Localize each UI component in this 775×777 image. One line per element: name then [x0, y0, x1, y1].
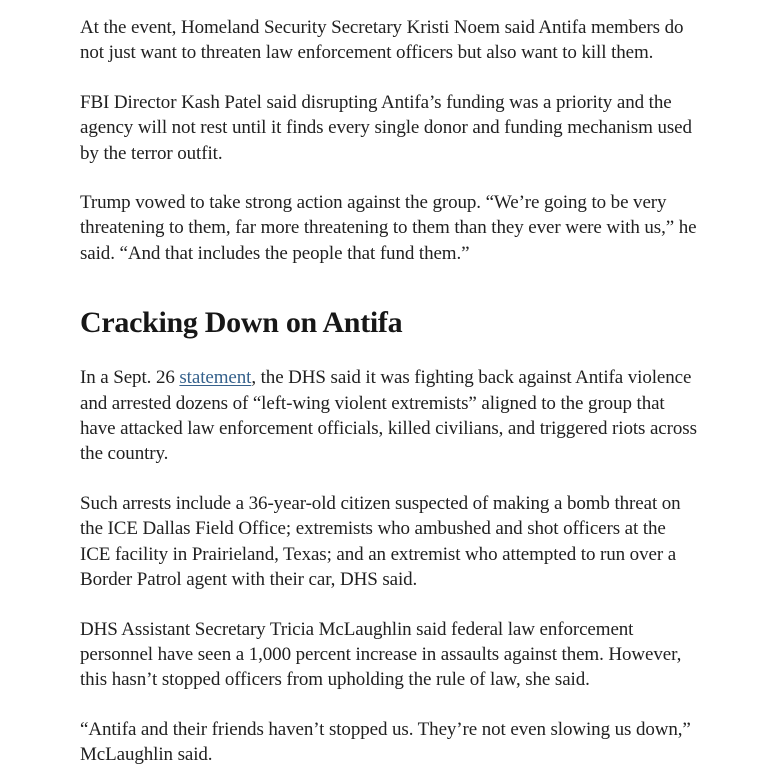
paragraph-patel: FBI Director Kash Patel said disrupting Antifa’s funding was a priority and the agency will not rest until it finds every single donor and funding mechanism used by the terror outfit. [80, 91, 692, 164]
paragraph-mclaughlin-quote: “Antifa and their friends haven’t stopped us. They’re not even slowing us down,” McLaughlin said. [80, 718, 691, 766]
paragraph-mclaughlin-assaults: DHS Assistant Secretary Tricia McLaughlin said federal law enforcement personnel have seen a 1,000 percent increase in assaults against them. However, this hasn’t stopped officers from upholding the rule of law, she said. [80, 618, 682, 691]
paragraph-trump-quote: Trump vowed to take strong action against the group. “We’re going to be very threatening to them, far more threatening to them than they ever were with us,” he said. “And that includes the people that fund them.” [80, 192, 697, 264]
section-heading-cracking-down: Cracking Down on Antifa [80, 306, 403, 340]
paragraph-dhs-statement-post: , the DHS said it was fighting back against Antifa violence and arrested dozens of “left-wing violent extremists” aligned to the group that have attacked law enforcement officials, killed civilians, and triggered riots across the country. [80, 367, 697, 465]
paragraph-arrests: Such arrests include a 36-year-old citizen suspected of making a bomb threat on the ICE Dallas Field Office; extremists who ambushed and shot officers at the ICE facility in Prairieland, Texas; and an extremist who attempted to run over a Border Patrol agent with their car, DHS said. [80, 492, 681, 591]
paragraph-noem: At the event, Homeland Security Secretary Kristi Noem said Antifa members do not just want to threaten law enforcement officers but also want to kill them. [80, 17, 684, 64]
paragraph-dhs-statement-pre: In a Sept. 26 [80, 367, 180, 389]
statement-link[interactable]: statement [179, 367, 252, 389]
paragraph-dhs-statement [80, 365, 697, 467]
